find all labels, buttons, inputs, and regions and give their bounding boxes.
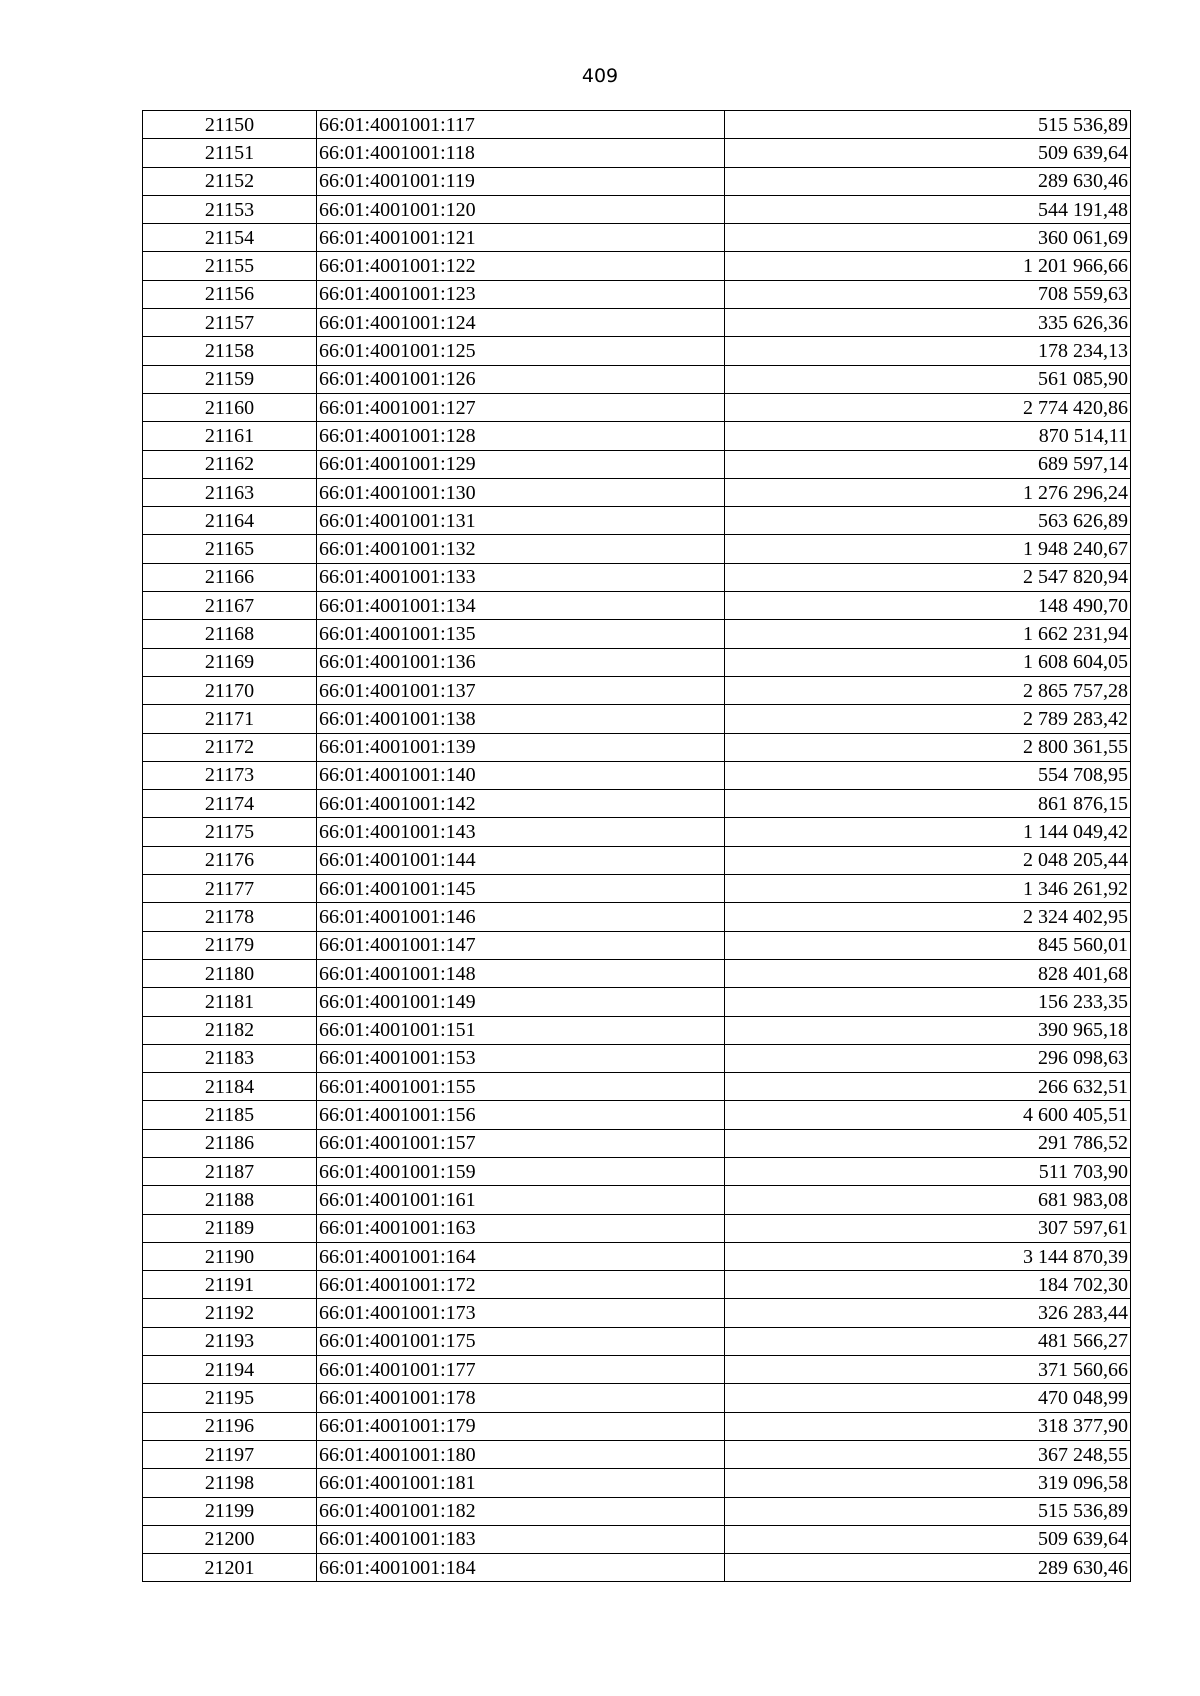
table-row (143, 422, 1131, 450)
table-row (143, 1271, 1131, 1299)
cadastral-number-cell: 66:01:4001001:143 (317, 818, 725, 846)
table-row (143, 1186, 1131, 1214)
cadastral-number-cell: 66:01:4001001:164 (317, 1242, 725, 1270)
cadastral-number-cell: 66:01:4001001:153 (317, 1044, 725, 1072)
cadastral-value-cell: 156 233,35 (725, 988, 1131, 1016)
cadastral-number-cell: 66:01:4001001:124 (317, 309, 725, 337)
table-row (143, 988, 1131, 1016)
row-number-cell: 21168 (143, 620, 317, 648)
cadastral-value-cell: 289 630,46 (725, 1554, 1131, 1582)
cadastral-value-cell: 1 276 296,24 (725, 478, 1131, 506)
cadastral-value-cell: 1 144 049,42 (725, 818, 1131, 846)
cadastral-value-cell: 828 401,68 (725, 959, 1131, 987)
cadastral-value-cell: 481 566,27 (725, 1327, 1131, 1355)
table-row (143, 309, 1131, 337)
row-number-cell: 21153 (143, 195, 317, 223)
table-row (143, 1016, 1131, 1044)
row-number-cell: 21164 (143, 507, 317, 535)
cadastral-number-cell: 66:01:4001001:161 (317, 1186, 725, 1214)
row-number-cell: 21201 (143, 1554, 317, 1582)
cadastral-value-cell: 544 191,48 (725, 195, 1131, 223)
cadastral-number-cell: 66:01:4001001:128 (317, 422, 725, 450)
cadastral-value-cell: 554 708,95 (725, 761, 1131, 789)
table-row (143, 592, 1131, 620)
cadastral-value-cell: 515 536,89 (725, 111, 1131, 139)
cadastral-number-cell: 66:01:4001001:136 (317, 648, 725, 676)
cadastral-value-cell: 470 048,99 (725, 1384, 1131, 1412)
row-number-cell: 21161 (143, 422, 317, 450)
table-row (143, 365, 1131, 393)
cadastral-number-cell: 66:01:4001001:149 (317, 988, 725, 1016)
cadastral-value-cell: 870 514,11 (725, 422, 1131, 450)
row-number-cell: 21183 (143, 1044, 317, 1072)
cadastral-value-cell: 2 324 402,95 (725, 903, 1131, 931)
row-number-cell: 21189 (143, 1214, 317, 1242)
table-row (143, 959, 1131, 987)
row-number-cell: 21162 (143, 450, 317, 478)
table-row (143, 903, 1131, 931)
cadastral-number-cell: 66:01:4001001:175 (317, 1327, 725, 1355)
table-row (143, 1497, 1131, 1525)
row-number-cell: 21152 (143, 167, 317, 195)
cadastral-number-cell: 66:01:4001001:132 (317, 535, 725, 563)
row-number-cell: 21163 (143, 478, 317, 506)
row-number-cell: 21151 (143, 139, 317, 167)
table-row (143, 818, 1131, 846)
cadastral-value-cell: 367 248,55 (725, 1440, 1131, 1468)
cadastral-number-cell: 66:01:4001001:146 (317, 903, 725, 931)
table-row (143, 875, 1131, 903)
row-number-cell: 21184 (143, 1073, 317, 1101)
table-row (143, 676, 1131, 704)
row-number-cell: 21179 (143, 931, 317, 959)
cadastral-number-cell: 66:01:4001001:120 (317, 195, 725, 223)
cadastral-value-cell: 1 948 240,67 (725, 535, 1131, 563)
row-number-cell: 21188 (143, 1186, 317, 1214)
row-number-cell: 21170 (143, 676, 317, 704)
table-row (143, 1299, 1131, 1327)
page-number: 409 (581, 65, 619, 87)
table-row (143, 1242, 1131, 1270)
row-number-cell: 21193 (143, 1327, 317, 1355)
cadastral-number-cell: 66:01:4001001:134 (317, 592, 725, 620)
table-row (143, 393, 1131, 421)
table-row (143, 450, 1131, 478)
cadastral-number-cell: 66:01:4001001:145 (317, 875, 725, 903)
cadastral-number-cell: 66:01:4001001:129 (317, 450, 725, 478)
cadastral-value-cell: 390 965,18 (725, 1016, 1131, 1044)
table-row (143, 1356, 1131, 1384)
cadastral-number-cell: 66:01:4001001:127 (317, 393, 725, 421)
cadastral-number-cell: 66:01:4001001:131 (317, 507, 725, 535)
table-row (143, 195, 1131, 223)
table-row (143, 224, 1131, 252)
cadastral-value-cell: 515 536,89 (725, 1497, 1131, 1525)
cadastral-number-cell: 66:01:4001001:172 (317, 1271, 725, 1299)
row-number-cell: 21156 (143, 280, 317, 308)
cadastral-number-cell: 66:01:4001001:139 (317, 733, 725, 761)
row-number-cell: 21182 (143, 1016, 317, 1044)
cadastral-value-cell: 335 626,36 (725, 309, 1131, 337)
cadastral-number-cell: 66:01:4001001:177 (317, 1356, 725, 1384)
cadastral-value-cell: 561 085,90 (725, 365, 1131, 393)
cadastral-value-cell: 1 608 604,05 (725, 648, 1131, 676)
cadastral-value-cell: 2 774 420,86 (725, 393, 1131, 421)
cadastral-value-table (142, 110, 1131, 1582)
row-number-cell: 21154 (143, 224, 317, 252)
row-number-cell: 21176 (143, 846, 317, 874)
table-row (143, 563, 1131, 591)
row-number-cell: 21167 (143, 592, 317, 620)
cadastral-number-cell: 66:01:4001001:121 (317, 224, 725, 252)
table-row (143, 1044, 1131, 1072)
cadastral-number-cell: 66:01:4001001:118 (317, 139, 725, 167)
row-number-cell: 21172 (143, 733, 317, 761)
row-number-cell: 21185 (143, 1101, 317, 1129)
cadastral-value-cell: 1 201 966,66 (725, 252, 1131, 280)
cadastral-value-cell: 371 560,66 (725, 1356, 1131, 1384)
table-row (143, 1327, 1131, 1355)
table-body (143, 111, 1131, 1582)
table-row (143, 1412, 1131, 1440)
cadastral-value-cell: 4 600 405,51 (725, 1101, 1131, 1129)
cadastral-number-cell: 66:01:4001001:122 (317, 252, 725, 280)
row-number-cell: 21166 (143, 563, 317, 591)
table-row (143, 620, 1131, 648)
cadastral-number-cell: 66:01:4001001:130 (317, 478, 725, 506)
table-row (143, 535, 1131, 563)
cadastral-value-cell: 1 662 231,94 (725, 620, 1131, 648)
cadastral-value-cell: 2 865 757,28 (725, 676, 1131, 704)
cadastral-value-cell: 861 876,15 (725, 790, 1131, 818)
cadastral-value-cell: 307 597,61 (725, 1214, 1131, 1242)
cadastral-value-cell: 845 560,01 (725, 931, 1131, 959)
cadastral-number-cell: 66:01:4001001:125 (317, 337, 725, 365)
cadastral-number-cell: 66:01:4001001:180 (317, 1440, 725, 1468)
cadastral-value-cell: 509 639,64 (725, 1525, 1131, 1553)
cadastral-value-cell: 2 789 283,42 (725, 705, 1131, 733)
table-row (143, 1525, 1131, 1553)
table-row (143, 761, 1131, 789)
row-number-cell: 21160 (143, 393, 317, 421)
cadastral-number-cell: 66:01:4001001:182 (317, 1497, 725, 1525)
row-number-cell: 21194 (143, 1356, 317, 1384)
cadastral-value-cell: 318 377,90 (725, 1412, 1131, 1440)
cadastral-value-cell: 326 283,44 (725, 1299, 1131, 1327)
row-number-cell: 21178 (143, 903, 317, 931)
table-row (143, 139, 1131, 167)
row-number-cell: 21175 (143, 818, 317, 846)
cadastral-value-cell: 3 144 870,39 (725, 1242, 1131, 1270)
cadastral-number-cell: 66:01:4001001:137 (317, 676, 725, 704)
cadastral-number-cell: 66:01:4001001:163 (317, 1214, 725, 1242)
row-number-cell: 21180 (143, 959, 317, 987)
row-number-cell: 21171 (143, 705, 317, 733)
table-row (143, 931, 1131, 959)
cadastral-value-cell: 178 234,13 (725, 337, 1131, 365)
row-number-cell: 21187 (143, 1157, 317, 1185)
cadastral-number-cell: 66:01:4001001:183 (317, 1525, 725, 1553)
table-row (143, 280, 1131, 308)
table-row (143, 705, 1131, 733)
cadastral-number-cell: 66:01:4001001:173 (317, 1299, 725, 1327)
cadastral-number-cell: 66:01:4001001:179 (317, 1412, 725, 1440)
table-row (143, 1073, 1131, 1101)
cadastral-number-cell: 66:01:4001001:155 (317, 1073, 725, 1101)
row-number-cell: 21174 (143, 790, 317, 818)
table-row (143, 1101, 1131, 1129)
cadastral-number-cell: 66:01:4001001:148 (317, 959, 725, 987)
table-row (143, 1469, 1131, 1497)
table-row (143, 337, 1131, 365)
cadastral-number-cell: 66:01:4001001:144 (317, 846, 725, 874)
cadastral-value-cell: 1 346 261,92 (725, 875, 1131, 903)
table-row (143, 1157, 1131, 1185)
table-row (143, 790, 1131, 818)
cadastral-number-cell: 66:01:4001001:181 (317, 1469, 725, 1497)
cadastral-value-cell: 319 096,58 (725, 1469, 1131, 1497)
cadastral-number-cell: 66:01:4001001:156 (317, 1101, 725, 1129)
cadastral-value-cell: 2 048 205,44 (725, 846, 1131, 874)
row-number-cell: 21159 (143, 365, 317, 393)
cadastral-number-cell: 66:01:4001001:157 (317, 1129, 725, 1157)
cadastral-number-cell: 66:01:4001001:133 (317, 563, 725, 591)
row-number-cell: 21196 (143, 1412, 317, 1440)
table-row (143, 846, 1131, 874)
row-number-cell: 21173 (143, 761, 317, 789)
row-number-cell: 21157 (143, 309, 317, 337)
cadastral-value-cell: 509 639,64 (725, 139, 1131, 167)
cadastral-value-cell: 266 632,51 (725, 1073, 1131, 1101)
table-row (143, 1440, 1131, 1468)
cadastral-value-cell: 360 061,69 (725, 224, 1131, 252)
table-row (143, 507, 1131, 535)
table-row (143, 167, 1131, 195)
table-row (143, 1554, 1131, 1582)
cadastral-number-cell: 66:01:4001001:140 (317, 761, 725, 789)
cadastral-value-cell: 296 098,63 (725, 1044, 1131, 1072)
row-number-cell: 21165 (143, 535, 317, 563)
row-number-cell: 21198 (143, 1469, 317, 1497)
row-number-cell: 21190 (143, 1242, 317, 1270)
table-row (143, 648, 1131, 676)
cadastral-number-cell: 66:01:4001001:142 (317, 790, 725, 818)
cadastral-number-cell: 66:01:4001001:119 (317, 167, 725, 195)
cadastral-value-cell: 289 630,46 (725, 167, 1131, 195)
cadastral-number-cell: 66:01:4001001:117 (317, 111, 725, 139)
cadastral-value-cell: 563 626,89 (725, 507, 1131, 535)
row-number-cell: 21169 (143, 648, 317, 676)
table-row (143, 1129, 1131, 1157)
cadastral-value-cell: 689 597,14 (725, 450, 1131, 478)
row-number-cell: 21155 (143, 252, 317, 280)
row-number-cell: 21199 (143, 1497, 317, 1525)
row-number-cell: 21150 (143, 111, 317, 139)
table-row (143, 252, 1131, 280)
cadastral-value-cell: 184 702,30 (725, 1271, 1131, 1299)
row-number-cell: 21181 (143, 988, 317, 1016)
cadastral-value-cell: 681 983,08 (725, 1186, 1131, 1214)
table-row (143, 1384, 1131, 1412)
cadastral-number-cell: 66:01:4001001:184 (317, 1554, 725, 1582)
table-row (143, 733, 1131, 761)
table-row (143, 1214, 1131, 1242)
row-number-cell: 21200 (143, 1525, 317, 1553)
cadastral-number-cell: 66:01:4001001:147 (317, 931, 725, 959)
cadastral-number-cell: 66:01:4001001:151 (317, 1016, 725, 1044)
cadastral-value-cell: 291 786,52 (725, 1129, 1131, 1157)
row-number-cell: 21195 (143, 1384, 317, 1412)
cadastral-number-cell: 66:01:4001001:126 (317, 365, 725, 393)
row-number-cell: 21177 (143, 875, 317, 903)
cadastral-value-cell: 2 800 361,55 (725, 733, 1131, 761)
row-number-cell: 21197 (143, 1440, 317, 1468)
row-number-cell: 21186 (143, 1129, 317, 1157)
cadastral-number-cell: 66:01:4001001:135 (317, 620, 725, 648)
table-row (143, 111, 1131, 139)
cadastral-number-cell: 66:01:4001001:178 (317, 1384, 725, 1412)
cadastral-value-cell: 511 703,90 (725, 1157, 1131, 1185)
cadastral-number-cell: 66:01:4001001:123 (317, 280, 725, 308)
row-number-cell: 21158 (143, 337, 317, 365)
cadastral-value-cell: 148 490,70 (725, 592, 1131, 620)
cadastral-value-cell: 708 559,63 (725, 280, 1131, 308)
cadastral-value-cell: 2 547 820,94 (725, 563, 1131, 591)
cadastral-number-cell: 66:01:4001001:138 (317, 705, 725, 733)
table-row (143, 478, 1131, 506)
row-number-cell: 21191 (143, 1271, 317, 1299)
row-number-cell: 21192 (143, 1299, 317, 1327)
cadastral-number-cell: 66:01:4001001:159 (317, 1157, 725, 1185)
